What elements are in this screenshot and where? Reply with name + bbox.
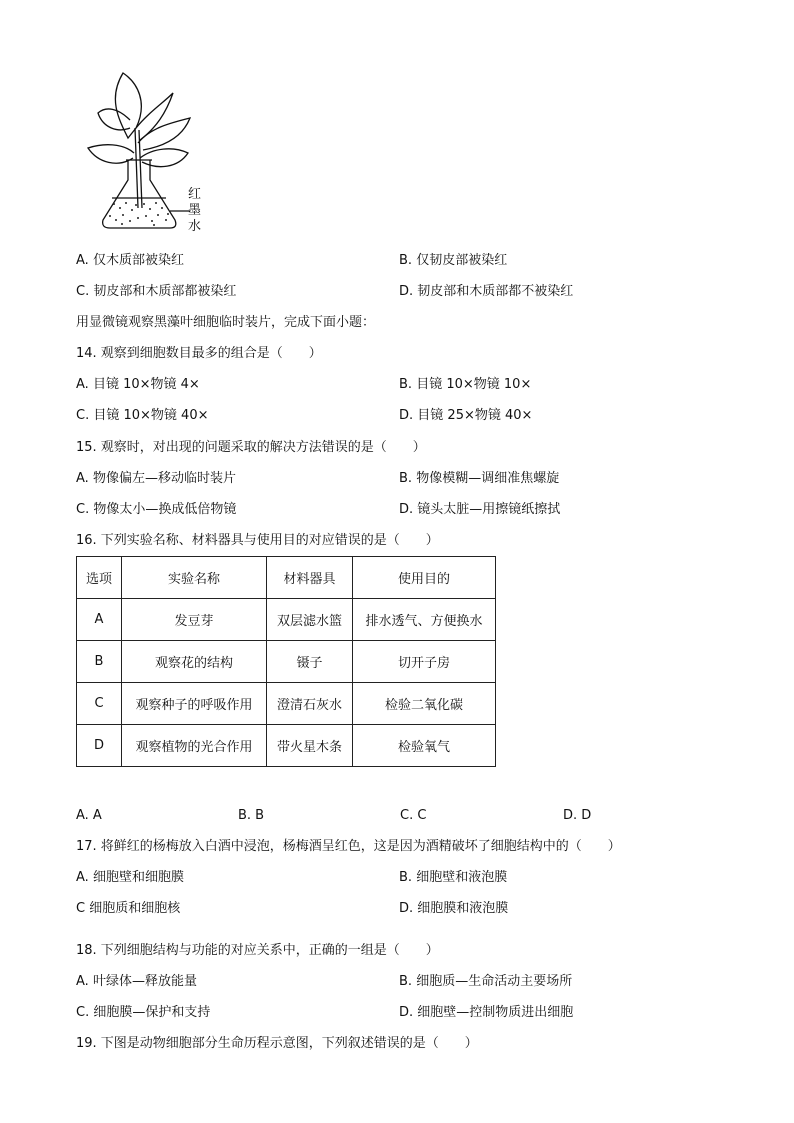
- q17-option-c[interactable]: C 细胞质和细胞核: [76, 901, 181, 916]
- q17-option-d[interactable]: D. 细胞膜和液泡膜: [399, 901, 509, 916]
- section-intro: 用显微镜观察黑藻叶细胞临时装片，完成下面小题：: [76, 315, 376, 330]
- table-cell: 澄清石灰水: [267, 683, 353, 725]
- q13-option-b[interactable]: B. 仅韧皮部被染红: [399, 253, 508, 268]
- q17-stem: 17. 将鲜红的杨梅放入白酒中浸泡，杨梅酒呈红色，这是因为酒精破坏了细胞结构中的（ ）: [76, 839, 621, 854]
- figure-label-red: 红: [188, 187, 202, 202]
- table-header-cell: 材料器具: [267, 557, 353, 599]
- q15-option-d[interactable]: D. 镜头太脏—用擦镜纸擦拭: [399, 502, 561, 517]
- table-header-row: [77, 557, 496, 599]
- q17-option-a[interactable]: A. 细胞壁和细胞膜: [76, 870, 184, 885]
- q16-option-a[interactable]: A. A: [76, 808, 102, 823]
- q16-option-c[interactable]: C. C: [400, 808, 427, 823]
- table-cell: 检验氧气: [353, 725, 496, 767]
- table-cell: 排水透气、方便换水: [353, 599, 496, 641]
- table-row: [77, 725, 496, 767]
- table-cell: 观察植物的光合作用: [122, 725, 267, 767]
- table-row: [77, 641, 496, 683]
- table-cell: 发豆芽: [122, 599, 267, 641]
- q16-option-d[interactable]: D. D: [563, 808, 592, 823]
- q13-option-a[interactable]: A. 仅木质部被染红: [76, 253, 184, 268]
- q13-option-d[interactable]: D. 韧皮部和木质部都不被染红: [399, 284, 574, 299]
- table-cell: 检验二氧化碳: [353, 683, 496, 725]
- table-cell: 观察种子的呼吸作用: [122, 683, 267, 725]
- q14-option-a[interactable]: A. 目镜 10×物镜 4×: [76, 377, 200, 392]
- table-cell: B: [77, 641, 122, 683]
- q16-option-b[interactable]: B. B: [238, 808, 265, 823]
- q13-option-c[interactable]: C. 韧皮部和木质部都被染红: [76, 284, 237, 299]
- table-cell: 观察花的结构: [122, 641, 267, 683]
- q14-option-b[interactable]: B. 目镜 10×物镜 10×: [399, 377, 532, 392]
- q15-stem: 15. 观察时，对出现的问题采取的解决方法错误的是（ ）: [76, 440, 426, 455]
- table-cell: 镊子: [267, 641, 353, 683]
- q19-stem: 19. 下图是动物细胞部分生命历程示意图，下列叙述错误的是（ ）: [76, 1036, 478, 1051]
- q16-table: [76, 556, 496, 767]
- table-row: [77, 683, 496, 725]
- q18-stem: 18. 下列细胞结构与功能的对应关系中，正确的一组是（ ）: [76, 943, 439, 958]
- table-cell: 带火星木条: [267, 725, 353, 767]
- q15-option-a[interactable]: A. 物像偏左—移动临时装片: [76, 471, 236, 486]
- table-cell: C: [77, 683, 122, 725]
- figure-label-ink: 墨: [188, 203, 202, 218]
- table-cell: 双层滤水篮: [267, 599, 353, 641]
- table-row: [77, 599, 496, 641]
- q18-option-d[interactable]: D. 细胞壁—控制物质进出细胞: [399, 1005, 574, 1020]
- q18-option-b[interactable]: B. 细胞质—生命活动主要场所: [399, 974, 573, 989]
- q16-stem: 16. 下列实验名称、材料器具与使用目的对应错误的是（ ）: [76, 533, 439, 548]
- q14-option-d[interactable]: D. 目镜 25×物镜 40×: [399, 408, 533, 423]
- q18-option-a[interactable]: A. 叶绿体—释放能量: [76, 974, 197, 989]
- q14-stem: 14. 观察到细胞数目最多的组合是（ ）: [76, 346, 322, 361]
- table-cell: 切开子房: [353, 641, 496, 683]
- table-cell: D: [77, 725, 122, 767]
- q15-option-b[interactable]: B. 物像模糊—调细准焦螺旋: [399, 471, 560, 486]
- table-header-cell: 使用目的: [353, 557, 496, 599]
- figure-label-water: 水: [188, 219, 202, 234]
- table-cell: A: [77, 599, 122, 641]
- table-header-cell: 选项: [77, 557, 122, 599]
- table-header-cell: 实验名称: [122, 557, 267, 599]
- q18-option-c[interactable]: C. 细胞膜—保护和支持: [76, 1005, 211, 1020]
- q15-option-c[interactable]: C. 物像太小—换成低倍物镜: [76, 502, 237, 517]
- q14-option-c[interactable]: C. 目镜 10×物镜 40×: [76, 408, 209, 423]
- q17-option-b[interactable]: B. 细胞壁和液泡膜: [399, 870, 508, 885]
